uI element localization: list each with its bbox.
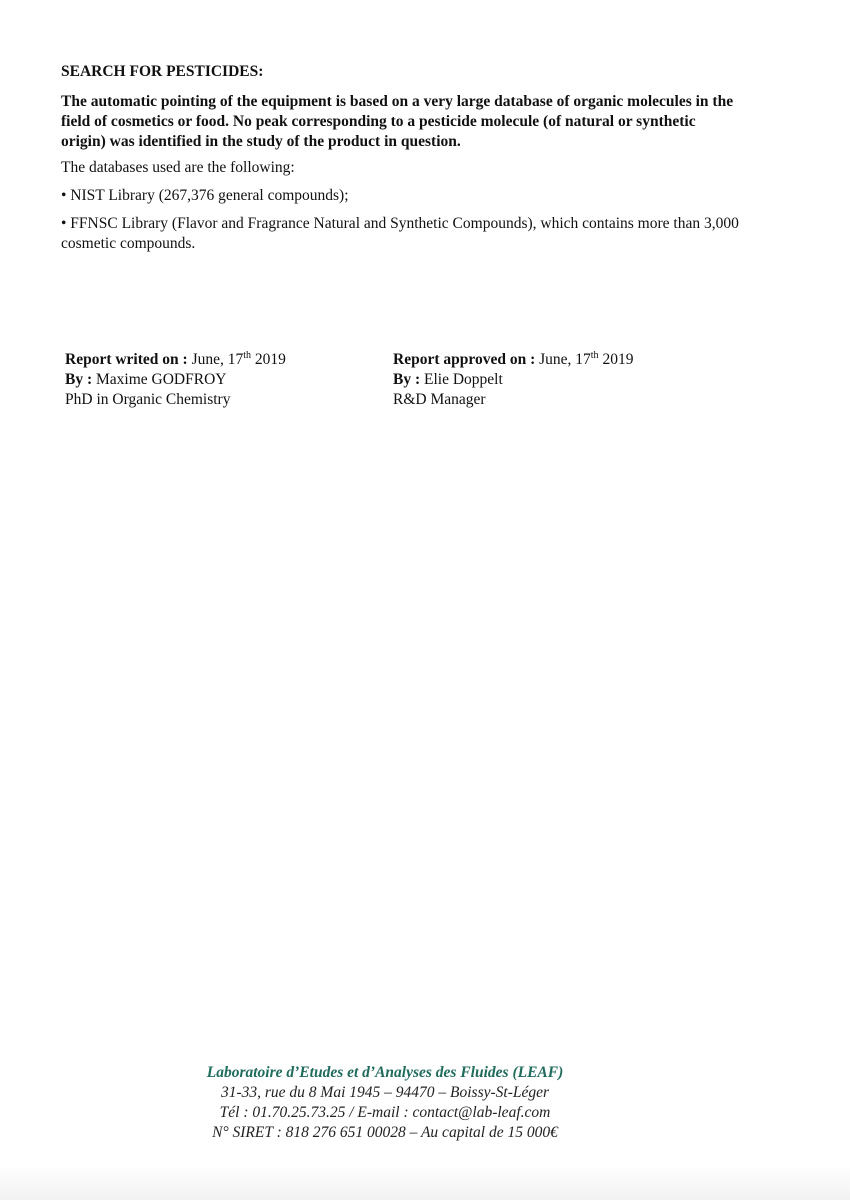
writer-role: PhD in Organic Chemistry [65, 391, 231, 408]
databases-intro: The databases used are the following: [61, 159, 295, 176]
footer-address: 31-33, rue du 8 Mai 1945 – 94470 – Boissy-St-Léger [220, 1084, 550, 1101]
writer-date [192, 351, 286, 368]
approver-name: Elie Doppelt [424, 371, 503, 388]
signature-approver [393, 350, 723, 410]
footer-siret: N° SIRET : 818 276 651 00028 – Au capital de 15 000€ [212, 1124, 558, 1141]
approver-role: R&D Manager [393, 391, 486, 408]
approver-date-year: 2019 [602, 351, 634, 368]
section-title: SEARCH FOR PESTICIDES: [61, 63, 264, 80]
approver-date-suffix: th [590, 349, 599, 361]
section-intro: The automatic pointing of the equipment is based on a very large database of organic molecules in the field of cosmetics or food. No peak corresponding to a pesticide molecule (of natural or synthetic origin) was identified in the study of the product in question. [61, 93, 734, 150]
writer-date-suffix: th [243, 349, 252, 361]
writer-date-day: June, 17 [191, 351, 244, 368]
footer-contact: Tél : 01.70.25.73.25 / E-mail : contact@lab-leaf.com [219, 1104, 551, 1121]
pesticides-section [61, 62, 741, 262]
writer-date-year: 2019 [254, 351, 286, 368]
writer-date-line [65, 350, 365, 370]
bottom-band [0, 1165, 850, 1200]
writer-name: Maxime GODFROY [96, 371, 227, 388]
database-item-nist: • NIST Library (267,376 general compounds); [61, 187, 349, 204]
signature-writer [65, 350, 365, 410]
database-item-ffnsc: • FFNSC Library (Flavor and Fragrance Natural and Synthetic Compounds), which contains more than 3,000 cosmetic compounds. [61, 215, 739, 252]
approver-by-line [393, 370, 723, 390]
approver-date [539, 351, 633, 368]
writer-by-line [65, 370, 365, 390]
approver-date-label: Report approved on : [393, 351, 536, 368]
footer-org: Laboratoire d’Etudes et d’Analyses des Fluides (LEAF) [206, 1064, 564, 1081]
approver-date-line [393, 350, 723, 370]
writer-date-label: Report writed on : [65, 351, 188, 368]
writer-by-label: By : [65, 371, 93, 388]
approver-by-label: By : [393, 371, 421, 388]
approver-date-day: June, 17 [539, 351, 591, 368]
page-footer [0, 1063, 770, 1143]
